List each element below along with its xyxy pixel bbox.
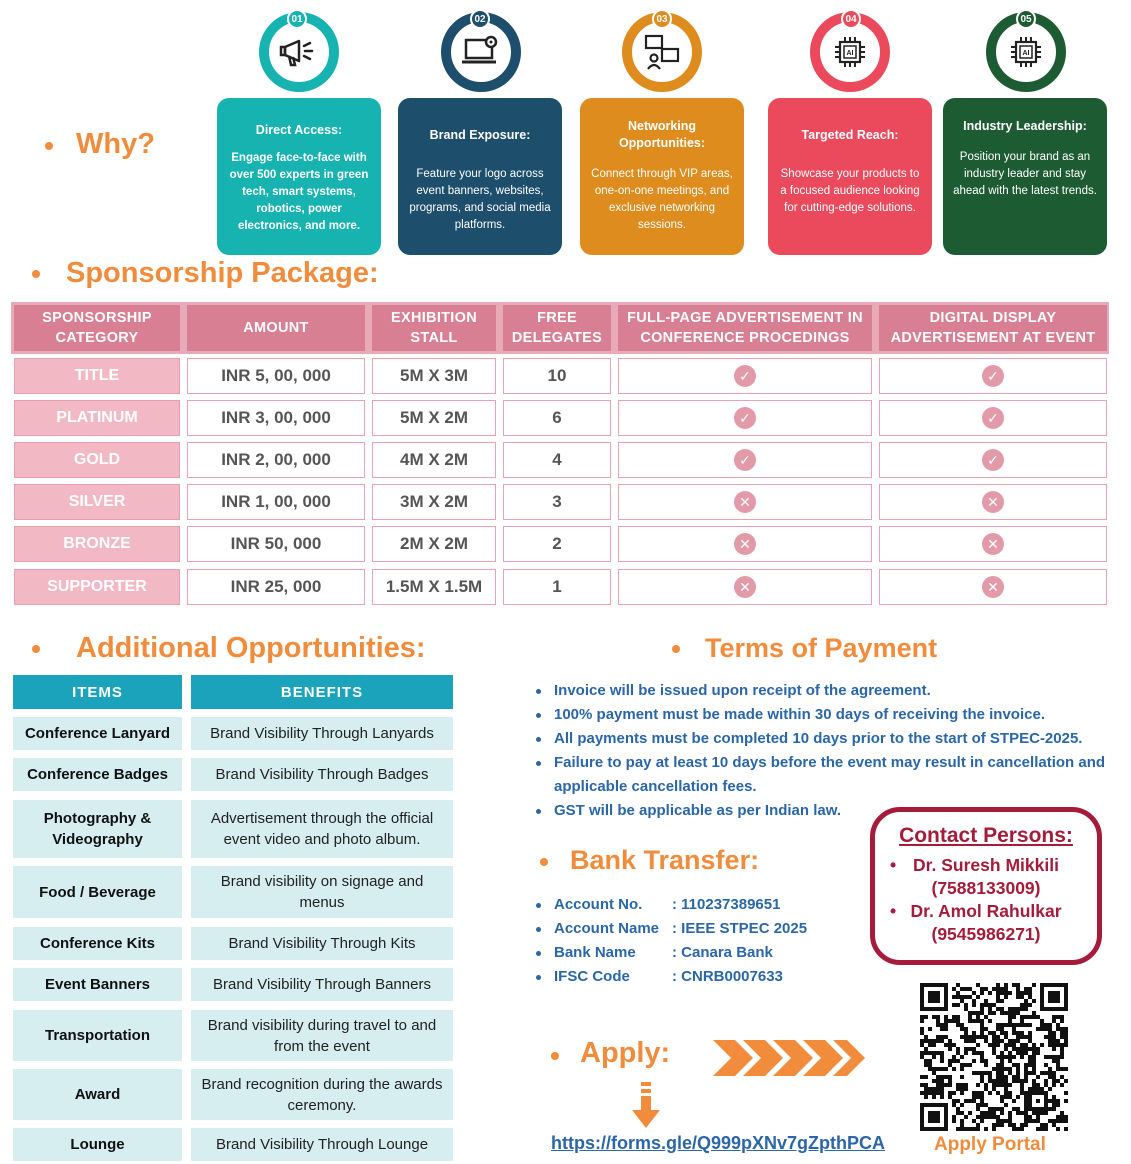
category-cell: BRONZE: [14, 526, 180, 562]
digital-cell: [879, 526, 1107, 562]
bullet-dot: [540, 858, 548, 866]
qr-code-icon[interactable]: [920, 983, 1068, 1131]
ai-chip-icon: [832, 34, 868, 70]
bullet-dot: •: [890, 855, 897, 875]
full-page-cell: [618, 442, 872, 478]
bank-row: [534, 965, 854, 989]
chevron-arrows-icon: [713, 1040, 869, 1076]
full-page-cell: [618, 569, 872, 605]
header-amount: AMOUNT: [187, 305, 365, 351]
bullet-dot: •: [890, 901, 897, 921]
cross-icon: ✕: [982, 491, 1004, 513]
cross-icon: ✕: [734, 533, 756, 555]
bullet-dot: [32, 270, 40, 278]
amount-cell: INR 2, 00, 000: [187, 442, 365, 478]
card-number: 03: [652, 9, 672, 29]
digital-cell: [879, 442, 1107, 478]
card-number: 05: [1016, 9, 1036, 29]
benefit-cell: Brand Visibility Through Lounge: [191, 1128, 453, 1161]
terms-item: Failure to pay at least 10 days before the event may result in cancellation and applicable cancellation fees.: [534, 751, 1124, 799]
item-cell: Award: [13, 1069, 182, 1120]
header-category: SPONSORSHIP CATEGORY: [14, 305, 180, 351]
bullet-dot: [551, 1052, 559, 1060]
apply-title: Apply:: [580, 1037, 671, 1069]
bank-label: IFSC Code: [554, 968, 630, 985]
benefit-cell: Brand Visibility Through Lanyards: [191, 717, 453, 750]
contact-name: Dr. Suresh Mikkili: [913, 855, 1059, 875]
contact-phone: (9545986271): [931, 924, 1041, 944]
check-icon: ✓: [982, 365, 1004, 387]
bullet-dot: [672, 645, 680, 653]
full-page-cell: [618, 400, 872, 436]
amount-cell: INR 3, 00, 000: [187, 400, 365, 436]
svg-text:AI: AI: [846, 50, 854, 57]
bank-value: : CNRB0007633: [672, 968, 783, 985]
amount-cell: INR 5, 00, 000: [187, 358, 365, 394]
header-full-page-ad: FULL-PAGE ADVERTISEMENT IN CONFERENCE PROCEDINGS: [618, 305, 872, 351]
amount-cell: INR 50, 000: [187, 526, 365, 562]
delegates-cell: 10: [503, 358, 611, 394]
digital-cell: [879, 400, 1107, 436]
amount-cell: INR 1, 00, 000: [187, 484, 365, 520]
benefit-cell: Brand Visibility Through Kits: [191, 927, 453, 960]
bank-value: : Canara Bank: [672, 944, 773, 961]
header-delegates: FREE DELEGATES: [503, 305, 611, 351]
benefit-cell: Brand recognition during the awards ceremony.: [191, 1069, 453, 1120]
card-body: Engage face-to-face with over 500 experts in green tech, smart systems, robotics, power electronics, and more.: [229, 152, 369, 232]
benefit-cell: Brand Visibility Through Banners: [191, 968, 453, 1001]
bank-value: : 110237389651: [672, 896, 781, 913]
item-cell: Transportation: [13, 1010, 182, 1061]
bank-label: Bank Name: [554, 944, 636, 961]
bank-label: Account Name: [554, 920, 660, 937]
card-number: 04: [841, 9, 861, 29]
card-body: Connect through VIP areas, one-on-one meetings, and exclusive networking sessions.: [591, 168, 733, 231]
header-digital-display: DIGITAL DISPLAY ADVERTISEMENT AT EVENT: [879, 305, 1107, 351]
terms-item: All payments must be completed 10 days prior to the start of STPEC-2025.: [534, 727, 1124, 751]
terms-item: GST will be applicable as per Indian law.: [534, 799, 1124, 823]
card-body: Feature your logo across event banners, websites, programs, and social media platforms.: [409, 168, 551, 231]
terms-item: 100% payment must be made within 30 days of receiving the invoice.: [534, 703, 1124, 727]
item-cell: Conference Kits: [13, 927, 182, 960]
card-title: Industry Leadership:: [963, 119, 1087, 133]
cross-icon: ✕: [734, 491, 756, 513]
full-page-cell: [618, 484, 872, 520]
laptop-gear-icon: [460, 34, 502, 70]
digital-cell: [879, 484, 1107, 520]
stall-cell: 2M X 2M: [372, 526, 496, 562]
category-cell: TITLE: [14, 358, 180, 394]
bank-row: [534, 893, 854, 917]
ai-chip-icon: [1008, 34, 1044, 70]
contact-box: [870, 807, 1102, 965]
apply-portal-label: Apply Portal: [934, 1134, 1046, 1155]
card-title: Targeted Reach:: [801, 128, 899, 142]
card-body: Position your brand as an industry leader and stay ahead with the latest trends.: [953, 151, 1097, 197]
full-page-cell: [618, 526, 872, 562]
item-cell: Food / Beverage: [13, 866, 182, 918]
cross-icon: ✕: [982, 576, 1004, 598]
check-icon: ✓: [734, 407, 756, 429]
delegates-cell: 2: [503, 526, 611, 562]
card-title: Direct Access:: [255, 123, 343, 137]
card-number: 02: [470, 9, 490, 29]
check-icon: ✓: [734, 365, 756, 387]
contact-person: [875, 854, 1097, 900]
item-cell: Event Banners: [13, 968, 182, 1001]
card-title: Brand Exposure:: [429, 128, 531, 142]
bank-row: [534, 917, 854, 941]
delegates-cell: 6: [503, 400, 611, 436]
contact-title: Contact Persons:: [899, 824, 1073, 847]
megaphone-icon: [279, 34, 319, 70]
digital-cell: [879, 569, 1107, 605]
item-cell: Lounge: [13, 1128, 182, 1161]
digital-cell: [879, 358, 1107, 394]
check-icon: ✓: [734, 449, 756, 471]
bank-value: : IEEE STPEC 2025: [672, 920, 808, 937]
full-page-cell: [618, 358, 872, 394]
terms-title: Terms of Payment: [705, 633, 938, 663]
stall-cell: 5M X 3M: [372, 358, 496, 394]
delegates-cell: 4: [503, 442, 611, 478]
benefit-cell: Brand visibility on signage and menus: [191, 866, 453, 918]
stall-cell: 5M X 2M: [372, 400, 496, 436]
terms-item: Invoice will be issued upon receipt of the agreement.: [534, 679, 1124, 703]
benefit-cell: Brand Visibility Through Badges: [191, 758, 453, 791]
category-cell: SUPPORTER: [14, 569, 180, 605]
benefit-cell: Brand visibility during travel to and from the event: [191, 1010, 453, 1061]
category-cell: GOLD: [14, 442, 180, 478]
additional-title: Additional Opportunities:: [76, 632, 426, 664]
bank-title: Bank Transfer:: [570, 845, 760, 875]
delegates-cell: 1: [503, 569, 611, 605]
delegates-cell: 3: [503, 484, 611, 520]
stall-cell: 1.5M X 1.5M: [372, 569, 496, 605]
svg-text:AI: AI: [1022, 50, 1030, 57]
terms-list: [534, 679, 1124, 823]
bank-label: Account No.: [554, 896, 643, 913]
apply-link[interactable]: https://forms.gle/Q999pXNv7gZpthPCA: [551, 1133, 886, 1153]
cross-icon: ✕: [982, 533, 1004, 555]
card-title: Networking Opportunities:: [618, 119, 706, 150]
benefit-cell: Advertisement through the official event video and photo album.: [191, 800, 453, 858]
network-icon: [642, 33, 682, 71]
check-icon: ✓: [982, 449, 1004, 471]
bank-details: [534, 893, 854, 989]
card-number: 01: [287, 9, 307, 29]
header-benefits: BENEFITS: [191, 675, 453, 709]
item-cell: Photography & Videography: [13, 800, 182, 858]
stall-cell: 3M X 2M: [372, 484, 496, 520]
item-cell: Conference Badges: [13, 758, 182, 791]
stall-cell: 4M X 2M: [372, 442, 496, 478]
category-cell: PLATINUM: [14, 400, 180, 436]
arrow-down-icon: [632, 1082, 660, 1130]
sponsorship-title: Sponsorship Package:: [66, 257, 379, 289]
amount-cell: INR 25, 000: [187, 569, 365, 605]
contact-phone: (7588133009): [931, 878, 1041, 898]
bullet-dot: [45, 142, 53, 150]
bullet-dot: [32, 645, 40, 653]
header-stall: EXHIBITION STALL: [372, 305, 496, 351]
category-cell: SILVER: [14, 484, 180, 520]
check-icon: ✓: [982, 407, 1004, 429]
why-title: Why?: [76, 128, 155, 160]
contact-person: [875, 900, 1097, 946]
card-body: Showcase your products to a focused audience looking for cutting-edge solutions.: [780, 168, 920, 214]
bank-row: [534, 941, 854, 965]
item-cell: Conference Lanyard: [13, 717, 182, 750]
contact-name: Dr. Amol Rahulkar: [910, 901, 1062, 921]
header-items: ITEMS: [13, 675, 182, 709]
cross-icon: ✕: [734, 576, 756, 598]
